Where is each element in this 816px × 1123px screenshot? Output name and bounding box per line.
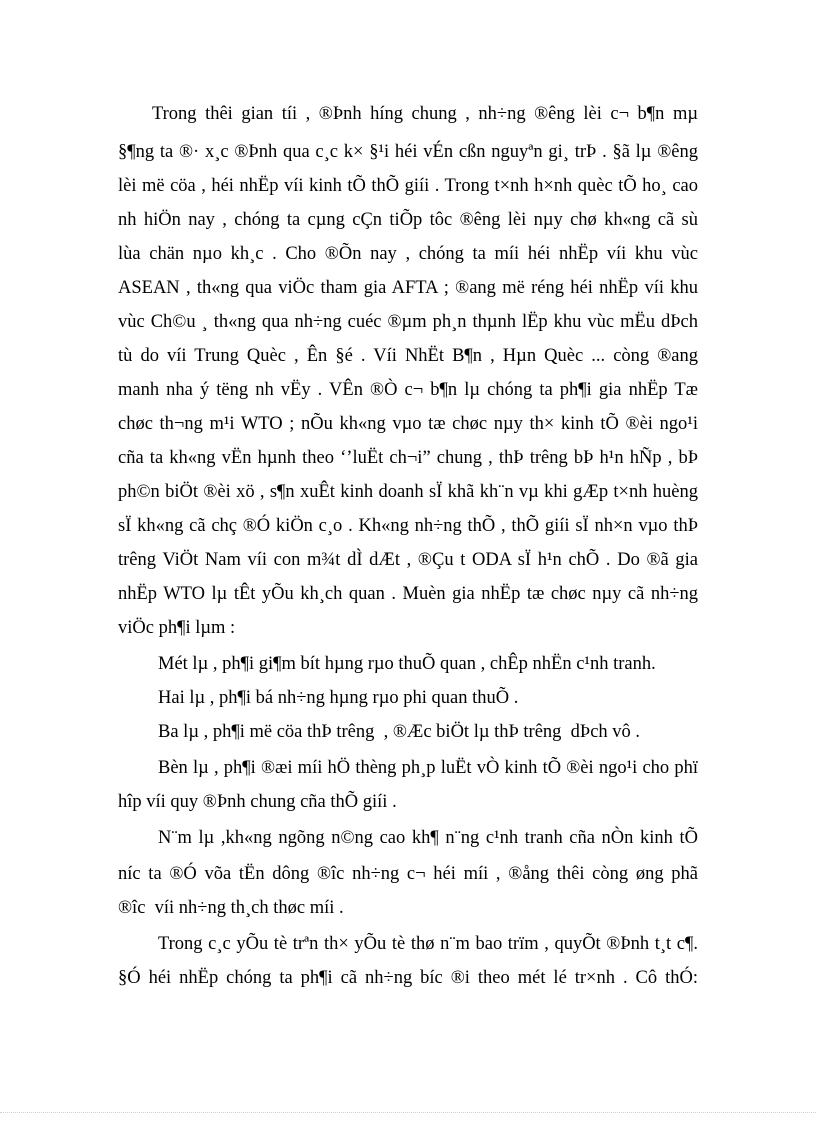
text-line: tù do víi Trung Quèc , Ên §é . Víi NhËt B¶n , Hµn Quèc ... còng ®ang <box>118 346 698 366</box>
text-line: chøc th¬ng m¹i WTO ; nÕu kh«ng vµo tæ chøc nµy th× kinh tÕ ®èi ngo¹i <box>118 414 698 434</box>
text-line: ASEAN , th«ng qua viÖc tham gia AFTA ; ®ang më réng héi nhËp víi khu <box>118 278 698 298</box>
text-line: ph©n biÖt ®èi xö , s¶n xuÊt kinh doanh sÏ khã kh¨n vµ khi gÆp t×nh huèng <box>118 482 698 502</box>
page-bottom-border <box>0 1112 816 1113</box>
list-item: Hai lµ , ph¶i bá nh÷ng hµng rµo phi quan thuÕ . <box>158 688 519 708</box>
text-line: nhËp WTO lµ tÊt yÕu kh¸ch quan . Muèn gia nhËp tæ chøc nµy cã nh÷ng <box>118 584 698 604</box>
list-item: Ba lµ , ph¶i më cöa thÞ trêng , ®Æc biÖt lµ thÞ trêng dÞch vô . <box>158 722 641 742</box>
text-line: níc ta ®Ó võa tËn dông ®îc nh÷ng c¬ héi míi , ®ång thêi còng øng phã <box>118 864 698 884</box>
text-line: §¶ng ta ®· x¸c ®Þnh qua c¸c k× §¹i héi vÉn cßn nguyªn gi¸ trÞ . §ã lµ ®êng <box>118 142 698 162</box>
text-line: Trong c¸c yÕu tè trªn th× yÕu tè thø n¨m bao trïm , quyÕt ®Þnh t¸t c¶. <box>158 934 698 954</box>
text-line: lùa chän nµo kh¸c . Cho ®Õn nay , chóng ta míi héi nhËp víi khu vùc <box>118 244 698 264</box>
text-line: viÖc ph¶i lµm : <box>118 618 236 638</box>
text-line: sÏ kh«ng cã chç ®Ó kiÖn c¸o . Kh«ng nh÷ng thÕ , thÕ giíi sÏ nh×n vµo thÞ <box>118 516 698 536</box>
text-line: ®îc víi nh÷ng th¸ch thøc míi . <box>118 898 344 918</box>
text-line: nh hiÖn nay , chóng ta cµng cÇn tiÕp tôc ®êng lèi nµy chø kh«ng cã sù <box>118 210 698 230</box>
text-line: vùc Ch©u ¸ th«ng qua nh÷ng cuéc ®µm ph¸n thµnh lËp khu vùc mËu dÞch <box>118 312 698 332</box>
list-item: N¨m lµ ,kh«ng ngõng n©ng cao kh¶ n¨ng c¹nh tranh cña nÒn kinh tÕ <box>158 828 698 848</box>
text-line: cña ta kh«ng vËn hµnh theo ‘’luËt ch¬i” chung , thÞ trêng bÞ h¹n hÑp , bÞ <box>118 448 698 468</box>
text-line: Trong thêi gian tíi , ®Þnh híng chung , nh÷ng ®êng lèi c¬ b¶n mµ <box>152 104 698 124</box>
list-item: Bèn lµ , ph¶i ®æi míi hÖ thèng ph¸p luËt vÒ kinh tÕ ®èi ngo¹i cho phï <box>158 758 698 778</box>
text-line: trêng ViÖt Nam víi con m¾t dÌ dÆt , ®Çu t ODA sÏ h¹n chÕ . Do ®ã gia <box>118 550 698 570</box>
list-item: Mét lµ , ph¶i gi¶m bít hµng rµo thuÕ quan , chÊp nhËn c¹nh tranh. <box>158 654 656 674</box>
text-line: manh nha ý tëng nh vËy . VÊn ®Ò c¬ b¶n lµ chóng ta ph¶i gia nhËp Tæ <box>118 380 698 400</box>
text-line: hîp víi quy ®Þnh chung cña thÕ giíi . <box>118 792 397 812</box>
text-line: §Ó héi nhËp chóng ta ph¶i cã nh÷ng bíc ®i theo mét lé tr×nh . Cô thÓ: <box>118 968 698 988</box>
text-line: lèi më cöa , héi nhËp víi kinh tÕ thÕ giíi . Trong t×nh h×nh quèc tÕ ho¸ cao <box>118 176 698 196</box>
